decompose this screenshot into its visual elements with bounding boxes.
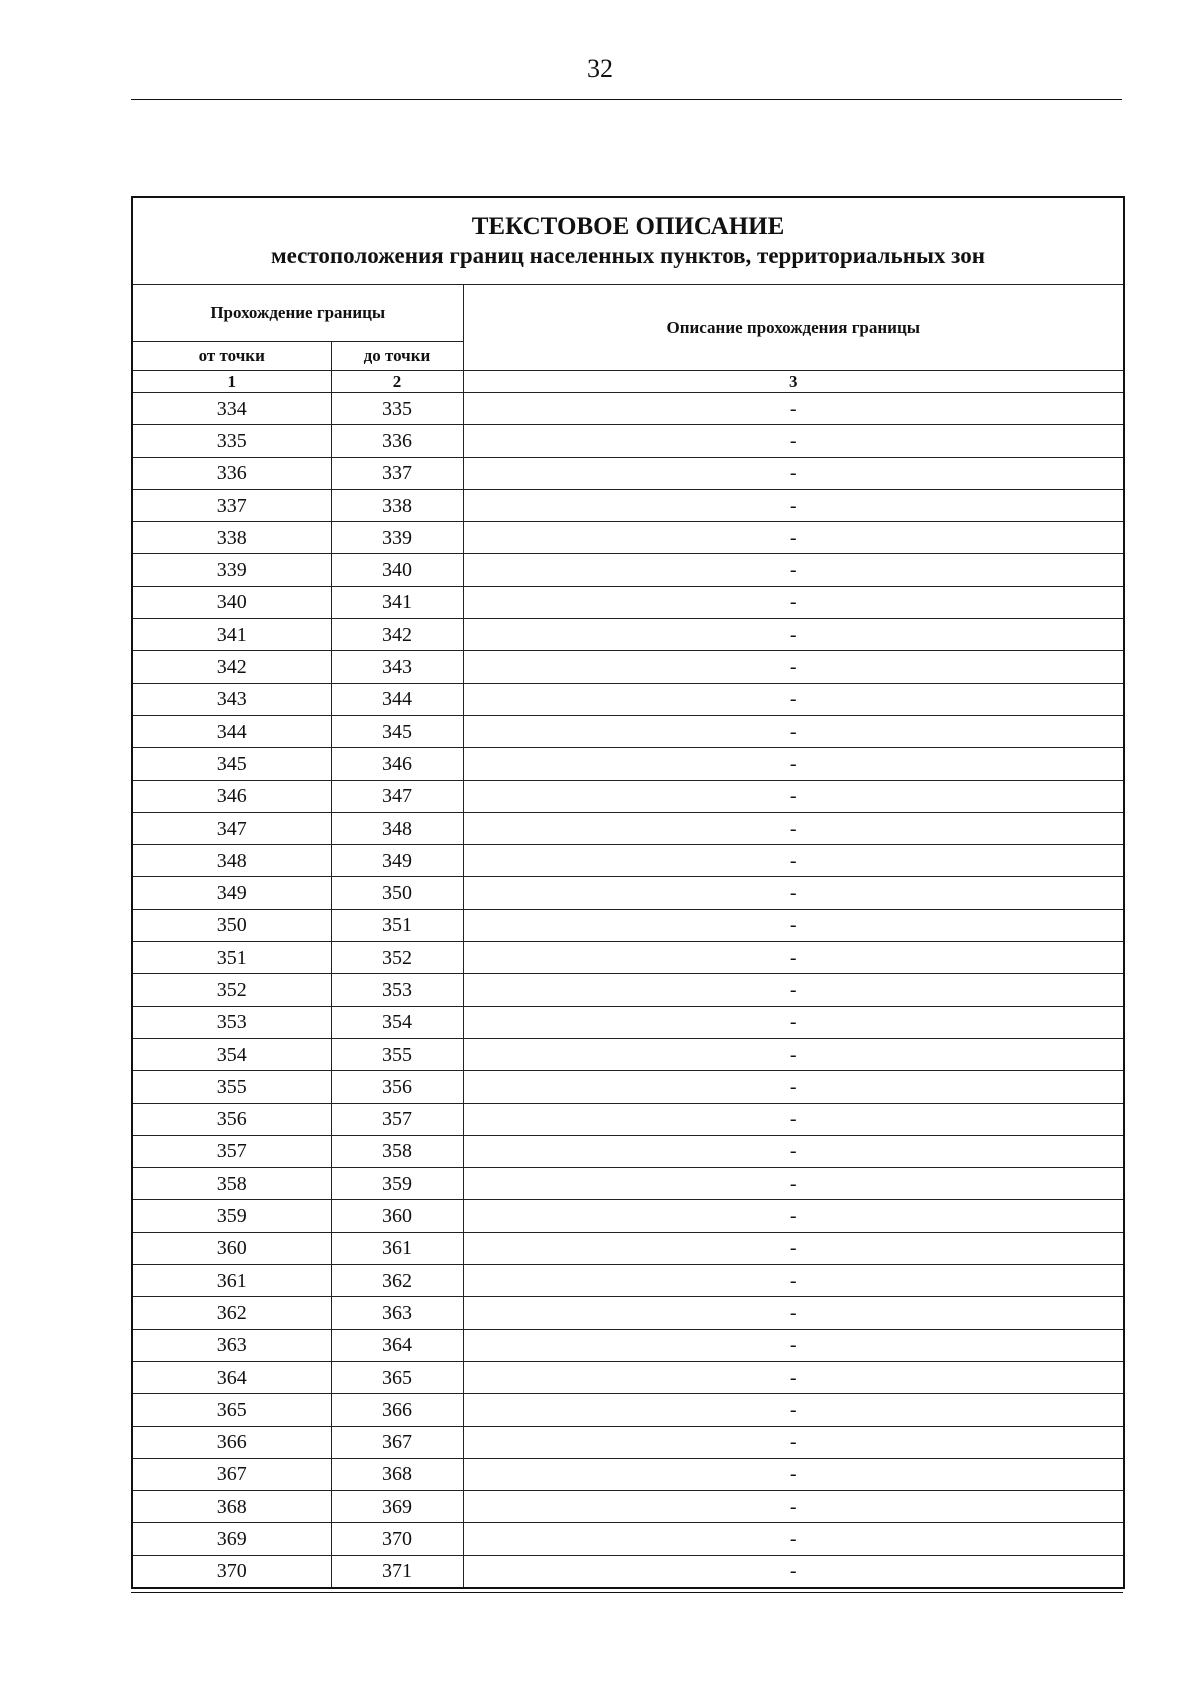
column-number-2: 2 <box>331 371 463 393</box>
cell-from-point: 341 <box>132 619 331 651</box>
cell-description: - <box>463 1200 1124 1232</box>
table-title-line2: местоположения границ населенных пунктов, территориальных зон <box>271 243 986 268</box>
cell-description: - <box>463 748 1124 780</box>
cell-from-point: 353 <box>132 1006 331 1038</box>
cell-description: - <box>463 457 1124 489</box>
table-row <box>132 845 1124 877</box>
table-row <box>132 909 1124 941</box>
table-row <box>132 586 1124 618</box>
cell-to-point: 369 <box>331 1491 463 1523</box>
cell-from-point: 358 <box>132 1168 331 1200</box>
cell-from-point: 337 <box>132 489 331 521</box>
cell-to-point: 360 <box>331 1200 463 1232</box>
cell-to-point: 353 <box>331 974 463 1006</box>
cell-description: - <box>463 554 1124 586</box>
header-from-point: от точки <box>132 342 331 371</box>
cell-description: - <box>463 489 1124 521</box>
cell-description: - <box>463 393 1124 425</box>
table-row <box>132 1329 1124 1361</box>
cell-to-point: 365 <box>331 1361 463 1393</box>
cell-from-point: 334 <box>132 393 331 425</box>
cell-from-point: 347 <box>132 812 331 844</box>
cell-to-point: 341 <box>331 586 463 618</box>
cell-description: - <box>463 1071 1124 1103</box>
cell-from-point: 342 <box>132 651 331 683</box>
cell-description: - <box>463 651 1124 683</box>
table-row <box>132 1006 1124 1038</box>
cell-from-point: 350 <box>132 909 331 941</box>
cell-to-point: 363 <box>331 1297 463 1329</box>
cell-from-point: 336 <box>132 457 331 489</box>
cell-description: - <box>463 1038 1124 1070</box>
table-row <box>132 393 1124 425</box>
cell-description: - <box>463 715 1124 747</box>
table-row <box>132 1394 1124 1426</box>
cell-to-point: 340 <box>331 554 463 586</box>
cell-description: - <box>463 1329 1124 1361</box>
header-description: Описание прохождения границы <box>463 285 1124 371</box>
header-row-group <box>132 285 1124 342</box>
cell-from-point: 367 <box>132 1458 331 1490</box>
cell-description: - <box>463 1426 1124 1458</box>
cell-to-point: 344 <box>331 683 463 715</box>
cell-from-point: 362 <box>132 1297 331 1329</box>
cell-to-point: 345 <box>331 715 463 747</box>
column-number-1: 1 <box>132 371 331 393</box>
cell-to-point: 351 <box>331 909 463 941</box>
table-row <box>132 1168 1124 1200</box>
cell-to-point: 355 <box>331 1038 463 1070</box>
table-bottom-double-rule <box>131 1592 1123 1593</box>
cell-from-point: 335 <box>132 425 331 457</box>
cell-to-point: 358 <box>331 1135 463 1167</box>
cell-to-point: 357 <box>331 1103 463 1135</box>
cell-from-point: 368 <box>132 1491 331 1523</box>
boundary-description-table <box>131 196 1123 1589</box>
cell-to-point: 361 <box>331 1232 463 1264</box>
cell-to-point: 354 <box>331 1006 463 1038</box>
header-rule <box>131 99 1122 100</box>
cell-description: - <box>463 845 1124 877</box>
table <box>131 196 1125 1589</box>
cell-from-point: 355 <box>132 1071 331 1103</box>
table-title-row <box>132 197 1124 285</box>
table-row <box>132 489 1124 521</box>
cell-to-point: 342 <box>331 619 463 651</box>
cell-description: - <box>463 942 1124 974</box>
table-row <box>132 780 1124 812</box>
cell-from-point: 346 <box>132 780 331 812</box>
header-to-point: до точки <box>331 342 463 371</box>
cell-to-point: 343 <box>331 651 463 683</box>
table-row <box>132 1523 1124 1555</box>
table-row <box>132 651 1124 683</box>
cell-description: - <box>463 1523 1124 1555</box>
cell-from-point: 366 <box>132 1426 331 1458</box>
table-row <box>132 715 1124 747</box>
table-row <box>132 1200 1124 1232</box>
cell-to-point: 371 <box>331 1555 463 1588</box>
table-row <box>132 554 1124 586</box>
cell-description: - <box>463 1168 1124 1200</box>
cell-description: - <box>463 425 1124 457</box>
cell-from-point: 359 <box>132 1200 331 1232</box>
cell-description: - <box>463 586 1124 618</box>
table-row <box>132 877 1124 909</box>
cell-description: - <box>463 522 1124 554</box>
cell-from-point: 348 <box>132 845 331 877</box>
cell-description: - <box>463 1135 1124 1167</box>
header-boundary-passage: Прохождение границы <box>132 285 463 342</box>
cell-to-point: 370 <box>331 1523 463 1555</box>
table-row <box>132 425 1124 457</box>
cell-from-point: 345 <box>132 748 331 780</box>
table-row <box>132 1103 1124 1135</box>
cell-from-point: 338 <box>132 522 331 554</box>
table-title-line1: ТЕКСТОВОЕ ОПИСАНИЕ <box>471 213 785 240</box>
cell-description: - <box>463 974 1124 1006</box>
cell-from-point: 357 <box>132 1135 331 1167</box>
cell-to-point: 336 <box>331 425 463 457</box>
cell-to-point: 359 <box>331 1168 463 1200</box>
cell-to-point: 350 <box>331 877 463 909</box>
cell-to-point: 367 <box>331 1426 463 1458</box>
table-row <box>132 619 1124 651</box>
table-row <box>132 1458 1124 1490</box>
cell-description: - <box>463 1361 1124 1393</box>
cell-from-point: 369 <box>132 1523 331 1555</box>
cell-description: - <box>463 1458 1124 1490</box>
cell-from-point: 356 <box>132 1103 331 1135</box>
table-row <box>132 974 1124 1006</box>
table-title <box>132 197 1124 285</box>
header-row-numbers <box>132 371 1124 393</box>
cell-description: - <box>463 1265 1124 1297</box>
cell-description: - <box>463 1103 1124 1135</box>
table-row <box>132 748 1124 780</box>
cell-description: - <box>463 1555 1124 1588</box>
cell-from-point: 360 <box>132 1232 331 1264</box>
cell-to-point: 337 <box>331 457 463 489</box>
cell-to-point: 362 <box>331 1265 463 1297</box>
cell-from-point: 343 <box>132 683 331 715</box>
cell-description: - <box>463 812 1124 844</box>
table-row <box>132 1426 1124 1458</box>
cell-description: - <box>463 1006 1124 1038</box>
cell-from-point: 363 <box>132 1329 331 1361</box>
cell-to-point: 338 <box>331 489 463 521</box>
table-row <box>132 1555 1124 1588</box>
table-row <box>132 1232 1124 1264</box>
cell-to-point: 347 <box>331 780 463 812</box>
table-row <box>132 942 1124 974</box>
cell-to-point: 346 <box>331 748 463 780</box>
cell-description: - <box>463 1491 1124 1523</box>
cell-description: - <box>463 683 1124 715</box>
cell-from-point: 352 <box>132 974 331 1006</box>
cell-to-point: 364 <box>331 1329 463 1361</box>
cell-description: - <box>463 877 1124 909</box>
cell-from-point: 349 <box>132 877 331 909</box>
cell-to-point: 356 <box>331 1071 463 1103</box>
table-row <box>132 522 1124 554</box>
table-row <box>132 683 1124 715</box>
table-row <box>132 1265 1124 1297</box>
cell-to-point: 335 <box>331 393 463 425</box>
cell-description: - <box>463 780 1124 812</box>
cell-from-point: 354 <box>132 1038 331 1070</box>
cell-from-point: 344 <box>132 715 331 747</box>
cell-from-point: 365 <box>132 1394 331 1426</box>
cell-to-point: 349 <box>331 845 463 877</box>
cell-to-point: 366 <box>331 1394 463 1426</box>
table-row <box>132 1491 1124 1523</box>
cell-to-point: 368 <box>331 1458 463 1490</box>
cell-to-point: 352 <box>331 942 463 974</box>
table-row <box>132 1361 1124 1393</box>
table-row <box>132 457 1124 489</box>
cell-from-point: 351 <box>132 942 331 974</box>
cell-description: - <box>463 1394 1124 1426</box>
cell-from-point: 370 <box>132 1555 331 1588</box>
cell-from-point: 339 <box>132 554 331 586</box>
table-row <box>132 812 1124 844</box>
table-row <box>132 1297 1124 1329</box>
cell-description: - <box>463 1297 1124 1329</box>
cell-to-point: 339 <box>331 522 463 554</box>
cell-to-point: 348 <box>331 812 463 844</box>
table-row <box>132 1038 1124 1070</box>
table-row <box>132 1071 1124 1103</box>
cell-from-point: 364 <box>132 1361 331 1393</box>
table-row <box>132 1135 1124 1167</box>
cell-from-point: 361 <box>132 1265 331 1297</box>
page-number: 32 <box>587 54 613 83</box>
cell-description: - <box>463 909 1124 941</box>
cell-description: - <box>463 619 1124 651</box>
column-number-3: 3 <box>463 371 1124 393</box>
cell-from-point: 340 <box>132 586 331 618</box>
cell-description: - <box>463 1232 1124 1264</box>
